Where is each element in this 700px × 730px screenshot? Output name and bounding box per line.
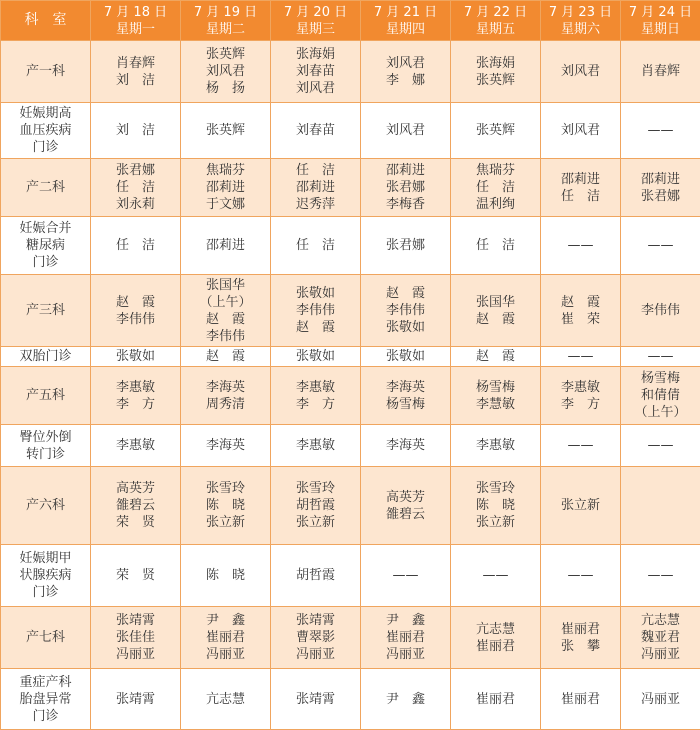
duty-cell (541, 103, 621, 159)
doctor-name: 李梅香 (385, 197, 425, 212)
day-header (451, 1, 541, 41)
doctor-name: 李惠敏 (115, 379, 155, 395)
duty-cell (451, 425, 541, 467)
dept-cell (1, 367, 91, 425)
doctor-name: 张敬如 (295, 349, 335, 364)
doctor-name: 亢志慧 (640, 613, 680, 628)
duty-cell (181, 103, 271, 159)
dept-cell (1, 607, 91, 669)
duty-cell (541, 607, 621, 669)
doctor-name: 张英辉 (205, 47, 245, 62)
doctor-name: 雒碧云 (385, 506, 425, 522)
dept-name-line: 产六科 (25, 498, 65, 513)
dept-name-line: 门诊 (32, 140, 59, 155)
dept-cell (1, 545, 91, 607)
duty-cell (541, 669, 621, 730)
duty-cell (91, 467, 181, 545)
doctor-name: 任 洁 (295, 238, 335, 253)
dept-cell (1, 347, 91, 367)
doctor-name: 赵 霞 (560, 294, 600, 310)
doctor-name: 赵 霞 (475, 311, 515, 327)
duty-cell (271, 545, 361, 607)
day-header (361, 1, 451, 41)
doctor-name: 刘风君 (205, 64, 245, 79)
duty-cell (361, 467, 451, 545)
doctor-name: 张立新 (205, 515, 245, 530)
doctor-name: 张英辉 (475, 72, 515, 88)
doctor-name: 于文娜 (205, 197, 245, 212)
duty-cell (271, 159, 361, 217)
duty-cell (541, 275, 621, 347)
dept-name-line: 转门诊 (25, 446, 65, 462)
day-date: 7 月 21 日 (373, 4, 438, 20)
schedule-row (1, 425, 700, 467)
doctor-name: 尹 鑫 (385, 613, 425, 628)
dept-column-header: 科 室 (1, 1, 91, 41)
duty-cell (91, 159, 181, 217)
schedule-row (1, 275, 700, 347)
doctor-name: 崔 荣 (560, 311, 600, 327)
doctor-name: 张敬如 (385, 320, 425, 335)
doctor-name: 肖春辉 (115, 55, 155, 71)
doctor-name: 李 娜 (385, 72, 425, 88)
doctor-name: 刘春苗 (295, 64, 335, 79)
day-weekday: 星期五 (475, 21, 515, 37)
doctor-name: 亢志慧 (205, 691, 245, 707)
dept-name-line: 妊娠期高 (19, 106, 72, 121)
doctor-name: 张英辉 (205, 123, 245, 138)
duty-cell (91, 41, 181, 103)
doctor-name: 赵 霞 (385, 286, 425, 301)
duty-cell (271, 103, 361, 159)
dept-name-line: 臀位外倒 (19, 429, 72, 445)
dept-cell (1, 103, 91, 159)
doctor-name: 张敬如 (385, 349, 425, 364)
doctor-name: 尹 鑫 (205, 613, 245, 628)
duty-cell (451, 347, 541, 367)
doctor-name: 焦瑞芬 (205, 163, 245, 178)
doctor-name: —— (647, 238, 674, 253)
doctor-name: 李惠敏 (295, 438, 335, 453)
doctor-name: 张君娜 (640, 188, 680, 204)
duty-cell (621, 425, 700, 467)
dept-name-line: 门诊 (32, 585, 59, 600)
doctor-name: 任 洁 (115, 180, 155, 195)
doctor-name: 荣 贤 (115, 515, 155, 530)
doctor-name: 任 洁 (475, 180, 515, 195)
duty-cell (541, 467, 621, 545)
doctor-name: 刘风君 (295, 81, 335, 96)
duty-cell (181, 467, 271, 545)
day-weekday: 星期六 (560, 21, 600, 37)
duty-cell (181, 669, 271, 730)
schedule-row (1, 103, 700, 159)
doctor-name: 李惠敏 (295, 379, 335, 395)
doctor-name: 张立新 (475, 515, 515, 530)
doctor-name: —— (392, 568, 419, 583)
doctor-name: 李海英 (385, 379, 425, 395)
doctor-name: —— (647, 568, 674, 583)
doctor-name: 邵莉进 (205, 180, 245, 195)
doctor-name: 张君娜 (115, 163, 155, 178)
doctor-name: —— (647, 438, 674, 453)
doctor-name: 崔丽君 (475, 638, 515, 654)
doctor-name: （上午） (199, 294, 252, 310)
doctor-name: —— (567, 238, 594, 253)
doctor-name: 杨 扬 (205, 81, 245, 96)
duty-cell (181, 425, 271, 467)
duty-cell (451, 607, 541, 669)
doctor-name: 胡哲霞 (295, 498, 335, 513)
doctor-name: 张立新 (560, 498, 600, 513)
doctor-name: 杨雪梅 (475, 379, 515, 395)
dept-name-line: 双胎门诊 (19, 349, 72, 364)
duty-cell (91, 347, 181, 367)
doctor-name: —— (482, 568, 509, 583)
doctor-name: 张靖霄 (115, 613, 155, 628)
duty-cell (91, 669, 181, 730)
doctor-name: —— (647, 123, 674, 138)
dept-name-line: 状腺疾病 (19, 568, 72, 583)
duty-cell (451, 159, 541, 217)
duty-cell (91, 103, 181, 159)
duty-cell (361, 425, 451, 467)
doctor-name: 李惠敏 (115, 438, 155, 453)
day-weekday: 星期一 (115, 21, 155, 37)
doctor-name: 高英芳 (385, 489, 425, 505)
day-weekday: 星期日 (640, 21, 680, 37)
day-date: 7 月 22 日 (463, 4, 528, 20)
duty-cell (271, 669, 361, 730)
duty-cell (91, 275, 181, 347)
duty-cell (451, 103, 541, 159)
duty-cell (621, 367, 700, 425)
schedule-row (1, 347, 700, 367)
dept-name-line: 产二科 (25, 180, 65, 195)
schedule-row (1, 607, 700, 669)
duty-cell (541, 425, 621, 467)
doctor-name: 张海娟 (295, 47, 335, 62)
schedule-row (1, 41, 700, 103)
doctor-name: 李 方 (560, 396, 600, 412)
doctor-name: 李惠敏 (475, 438, 515, 453)
doctor-name: 李 方 (115, 396, 155, 412)
doctor-name: 崔丽君 (385, 630, 425, 645)
dept-cell (1, 669, 91, 730)
dept-cell (1, 425, 91, 467)
dept-name-line: 糖尿病 (25, 238, 65, 253)
doctor-name: 冯丽亚 (205, 647, 245, 662)
schedule-row (1, 467, 700, 545)
doctor-name: 李慧敏 (475, 396, 515, 412)
day-date: 7 月 20 日 (283, 4, 348, 20)
doctor-name: 张敬如 (115, 349, 155, 364)
doctor-name: 崔丽君 (205, 630, 245, 645)
duty-cell (361, 347, 451, 367)
doctor-name: 陈 晓 (205, 568, 245, 583)
doctor-name: —— (567, 349, 594, 364)
duty-cell (451, 217, 541, 275)
day-weekday: 星期四 (385, 21, 425, 37)
doctor-name: 魏亚君 (640, 630, 680, 645)
dept-name-line: 门诊 (32, 708, 59, 724)
duty-cell (361, 103, 451, 159)
duty-cell (271, 367, 361, 425)
dept-name-line: 门诊 (32, 255, 59, 270)
doctor-name: 杨雪梅 (385, 396, 425, 412)
duty-cell (451, 545, 541, 607)
doctor-name: 赵 霞 (205, 349, 245, 364)
doctor-name: 任 洁 (475, 238, 515, 253)
duty-cell (181, 159, 271, 217)
duty-cell (451, 41, 541, 103)
doctor-name: 张立新 (295, 515, 335, 530)
day-header (271, 1, 361, 41)
doctor-name: 荣 贤 (115, 568, 155, 583)
duty-cell (181, 217, 271, 275)
doctor-name: 李伟伟 (640, 303, 680, 318)
doctor-name: 任 洁 (560, 188, 600, 204)
schedule-row (1, 669, 700, 730)
doctor-name: 张海娟 (475, 55, 515, 71)
dept-name-line: 妊娠合并 (19, 221, 72, 236)
duty-cell (91, 607, 181, 669)
doctor-name: 张 攀 (560, 638, 600, 654)
day-header (181, 1, 271, 41)
doctor-name: 刘风君 (560, 64, 600, 79)
duty-cell (621, 607, 700, 669)
duty-cell (361, 607, 451, 669)
doctor-name: 任 洁 (115, 238, 155, 253)
duty-cell (451, 275, 541, 347)
dept-name-line: 重症产科 (19, 674, 72, 690)
dept-name-line: 产七科 (25, 630, 65, 645)
schedule-row (1, 159, 700, 217)
doctor-name: —— (567, 568, 594, 583)
duty-cell (621, 347, 700, 367)
doctor-name: 亢志慧 (475, 621, 515, 637)
doctor-name: 和倩倩 (640, 388, 680, 403)
dept-name-line: 产五科 (25, 388, 65, 403)
duty-cell (451, 669, 541, 730)
duty-cell (541, 41, 621, 103)
duty-cell (361, 367, 451, 425)
doctor-name: 迟秀萍 (295, 197, 335, 212)
doctor-name: 曹翠影 (295, 630, 335, 645)
doctor-name: 张英辉 (475, 123, 515, 138)
schedule-row (1, 217, 700, 275)
doctor-name: 邵莉进 (640, 171, 680, 187)
day-header (621, 1, 700, 41)
schedule-row (1, 367, 700, 425)
doctor-name: 张靖霄 (295, 613, 335, 628)
doctor-name: 邵莉进 (295, 180, 335, 195)
doctor-name: 张雪玲 (475, 481, 515, 496)
doctor-name: 赵 霞 (475, 349, 515, 364)
doctor-name: 李伟伟 (115, 311, 155, 327)
doctor-name: 李 方 (295, 396, 335, 412)
duty-cell (181, 545, 271, 607)
duty-cell (451, 367, 541, 425)
duty-cell (361, 545, 451, 607)
duty-cell (271, 425, 361, 467)
schedule-body (1, 41, 700, 730)
duty-cell (91, 425, 181, 467)
duty-cell (621, 467, 700, 545)
dept-cell (1, 217, 91, 275)
doctor-name: 陈 晓 (475, 498, 515, 513)
duty-cell (271, 217, 361, 275)
duty-cell (621, 275, 700, 347)
doctor-name: 崔丽君 (560, 621, 600, 637)
doctor-name: 周秀清 (205, 396, 245, 412)
doctor-name: 张国华 (205, 277, 245, 293)
dept-cell (1, 467, 91, 545)
doctor-name: 张靖霄 (295, 691, 335, 707)
duty-cell (541, 367, 621, 425)
dept-cell (1, 275, 91, 347)
day-weekday: 星期三 (295, 21, 335, 37)
dept-name-line: 胎盘异常 (19, 691, 72, 707)
doctor-name: 刘风君 (385, 123, 425, 138)
doctor-name: 胡哲霞 (295, 568, 335, 583)
duty-cell (91, 217, 181, 275)
doctor-name: 冯丽亚 (640, 647, 680, 662)
doctor-name: 赵 霞 (205, 311, 245, 327)
doctor-name: 刘 洁 (115, 72, 155, 88)
doctor-name: 邵莉进 (385, 163, 425, 178)
doctor-name: 李伟伟 (205, 328, 245, 344)
doctor-name: 李伟伟 (295, 303, 335, 318)
doctor-name: 崔丽君 (560, 691, 600, 707)
doctor-name: 李惠敏 (560, 379, 600, 395)
doctor-name: 冯丽亚 (385, 647, 425, 662)
duty-cell (271, 275, 361, 347)
doctor-name: 张佳佳 (115, 630, 155, 645)
duty-cell (621, 217, 700, 275)
dept-cell (1, 159, 91, 217)
doctor-name: 李海英 (205, 379, 245, 395)
duty-cell (621, 41, 700, 103)
doctor-name: 雒碧云 (115, 498, 155, 513)
doctor-name: 张国华 (475, 294, 515, 310)
doctor-name: 温利绚 (475, 197, 515, 212)
duty-cell (361, 159, 451, 217)
duty-cell (361, 217, 451, 275)
dept-name-line: 妊娠期甲 (19, 551, 72, 566)
duty-cell (621, 103, 700, 159)
duty-cell (541, 159, 621, 217)
duty-cell (91, 545, 181, 607)
doctor-name: 邵莉进 (205, 238, 245, 253)
doctor-name: 张靖霄 (115, 691, 155, 707)
day-weekday: 星期二 (205, 21, 245, 37)
duty-cell (181, 347, 271, 367)
doctor-name: 李伟伟 (385, 303, 425, 318)
duty-cell (181, 275, 271, 347)
duty-cell (271, 347, 361, 367)
doctor-name: 肖春辉 (640, 64, 680, 79)
schedule-row (1, 545, 700, 607)
dept-name-line: 产一科 (25, 64, 65, 79)
doctor-name: —— (567, 438, 594, 453)
doctor-name: 高英芳 (115, 481, 155, 496)
doctor-name: 刘风君 (560, 123, 600, 138)
doctor-name: 焦瑞芬 (475, 163, 515, 178)
duty-cell (541, 347, 621, 367)
doctor-name: 张敬如 (295, 286, 335, 301)
duty-cell (621, 159, 700, 217)
doctor-name: 尹 鑫 (385, 691, 425, 707)
doctor-name: 刘风君 (385, 55, 425, 71)
duty-cell (621, 669, 700, 730)
duty-cell (541, 217, 621, 275)
doctor-name: 冯丽亚 (295, 647, 335, 662)
duty-cell (361, 41, 451, 103)
doctor-name: 张君娜 (385, 180, 425, 195)
dept-cell (1, 41, 91, 103)
duty-cell (451, 467, 541, 545)
day-date: 7 月 19 日 (193, 4, 258, 20)
duty-cell (541, 545, 621, 607)
doctor-name: —— (647, 349, 674, 364)
doctor-name: 张君娜 (385, 238, 425, 253)
duty-cell (91, 367, 181, 425)
doctor-name: 张雪玲 (205, 481, 245, 496)
dept-name-line: 血压疾病 (19, 123, 72, 138)
doctor-name: 冯丽亚 (115, 647, 155, 662)
duty-cell (271, 607, 361, 669)
doctor-name: 张雪玲 (295, 481, 335, 496)
doctor-name: （上午） (634, 405, 687, 420)
duty-cell (271, 467, 361, 545)
doctor-name: 任 洁 (295, 163, 335, 178)
header-row (1, 1, 700, 41)
day-header (91, 1, 181, 41)
doctor-name: 崔丽君 (475, 691, 515, 707)
doctor-name: 刘永莉 (115, 197, 155, 212)
duty-cell (361, 275, 451, 347)
day-date: 7 月 18 日 (103, 4, 168, 20)
doctor-name: 刘春苗 (295, 123, 335, 138)
duty-cell (181, 41, 271, 103)
dept-name-line: 产三科 (25, 303, 65, 318)
doctor-name: 赵 霞 (295, 320, 335, 335)
doctor-name: 刘 洁 (115, 123, 155, 138)
duty-cell (621, 545, 700, 607)
doctor-name: 李海英 (205, 438, 245, 453)
doctor-name: 陈 晓 (205, 498, 245, 513)
duty-cell (271, 41, 361, 103)
doctor-name: 邵莉进 (560, 171, 600, 187)
duty-cell (181, 607, 271, 669)
doctor-name: 赵 霞 (115, 294, 155, 310)
doctor-name: 冯丽亚 (640, 691, 680, 707)
duty-cell (361, 669, 451, 730)
day-date: 7 月 23 日 (548, 4, 613, 20)
duty-cell (181, 367, 271, 425)
day-header (541, 1, 621, 41)
day-date: 7 月 24 日 (628, 4, 693, 20)
doctor-name: 杨雪梅 (640, 371, 680, 386)
doctor-name: 李海英 (385, 438, 425, 453)
